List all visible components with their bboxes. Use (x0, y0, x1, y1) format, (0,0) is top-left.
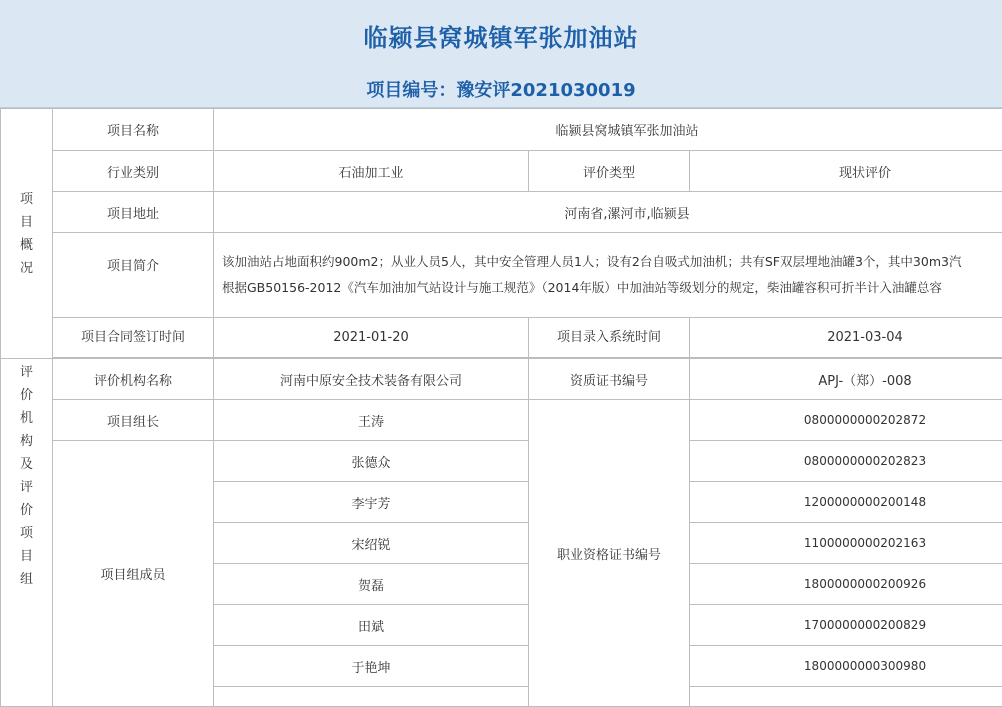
table-row (1, 318, 1002, 358)
table-row (1, 109, 1002, 151)
member-name: 田斌 (214, 605, 529, 646)
member-cert: 1800000000300980 (690, 646, 1002, 687)
page-header (0, 0, 1002, 108)
org-label: 评价机构名称 (53, 359, 214, 400)
eval-type-label: 评价类型 (529, 151, 690, 192)
cert-value: APJ-（郑）-008 (690, 359, 1002, 400)
leader-name: 王涛 (214, 400, 529, 441)
table-row (1, 400, 1002, 441)
evaluation-section-label: 评 价 机 构 及 评 价 项 目 组 (1, 359, 53, 707)
entry-time-value: 2021-03-04 (690, 318, 1002, 358)
project-name-value: 临颍县窝城镇军张加油站 (214, 109, 1002, 151)
cert-label: 资质证书编号 (529, 359, 690, 400)
table-row (1, 151, 1002, 192)
project-number-label: 项目编号： (366, 80, 456, 101)
table-row (1, 233, 1002, 318)
leader-cert: 0800000000202872 (690, 400, 1002, 441)
intro-line: 根据GB50156-2012《汽车加油加气站设计与施工规范》（2014年版）中加油站等级划分的规定，柴油罐容积可折半计入油罐总容 (222, 275, 1002, 301)
table-row (1, 359, 1002, 400)
industry-value: 石油加工业 (214, 151, 529, 192)
table-row (1, 192, 1002, 233)
member-cert: 1700000000200829 (690, 605, 1002, 646)
contract-time-label: 项目合同签订时间 (53, 318, 214, 358)
member-name: 贺磊 (214, 564, 529, 605)
member-cert-empty (690, 687, 1002, 707)
address-label: 项目地址 (53, 192, 214, 233)
eval-type-value: 现状评价 (690, 151, 1002, 192)
address-value: 河南省,漯河市,临颍县 (214, 192, 1002, 233)
member-name: 于艳坤 (214, 646, 529, 687)
member-name: 李宇芳 (214, 482, 529, 523)
members-label: 项目组成员 (53, 441, 214, 707)
member-cert: 1800000000200926 (690, 564, 1002, 605)
member-name: 张德众 (214, 441, 529, 482)
project-info-table (0, 108, 1002, 707)
table-row (1, 441, 1002, 482)
org-value: 河南中原安全技术装备有限公司 (214, 359, 529, 400)
qualification-label: 职业资格证书编号 (529, 400, 690, 707)
project-number-value: 豫安评2021030019 (456, 80, 635, 101)
member-name: 宋绍锐 (214, 523, 529, 564)
leader-label: 项目组长 (53, 400, 214, 441)
member-cert: 1200000000200148 (690, 482, 1002, 523)
entry-time-label: 项目录入系统时间 (529, 318, 690, 358)
page-title: 临颍县窝城镇军张加油站 (0, 18, 1002, 53)
overview-section-label: 项 目 概 况 (1, 109, 53, 359)
intro-value (214, 233, 1002, 318)
intro-line: 该加油站占地面积约900m2；从业人员5人，其中安全管理人员1人；设有2台自吸式加油机；共有SF双层埋地油罐3个，其中30m3汽 (222, 249, 1002, 275)
intro-label: 项目简介 (53, 233, 214, 318)
member-cert: 1100000000202163 (690, 523, 1002, 564)
member-name-empty (214, 687, 529, 707)
contract-time-value: 2021-01-20 (214, 318, 529, 358)
project-number (0, 76, 1002, 102)
member-cert: 0800000000202823 (690, 441, 1002, 482)
industry-label: 行业类别 (53, 151, 214, 192)
project-name-label: 项目名称 (53, 109, 214, 151)
